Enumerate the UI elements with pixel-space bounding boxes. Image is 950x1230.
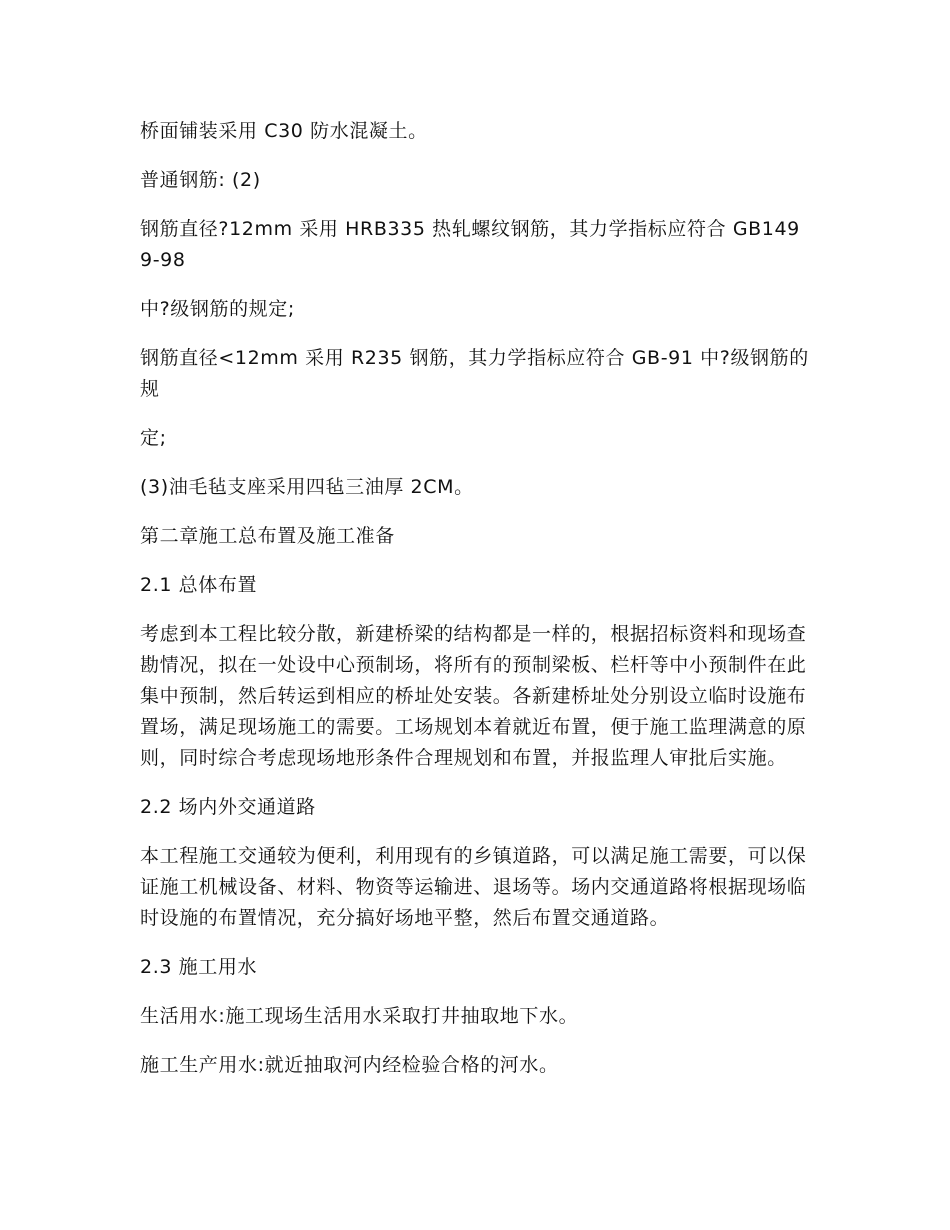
chapter-heading: 第二章施工总布置及施工准备 <box>140 525 395 547</box>
document-body <box>140 116 812 1099</box>
section-heading-2-3: 2.3 施工用水 <box>140 956 258 978</box>
paragraph-traffic-roads: 本工程施工交通较为便利，利用现有的乡镇道路，可以满足施工需要，可以保证施工机械设备、材料、物资等运输进、退场等。场内交通道路将根据现场临时设施的布置情况，充分搞好场地平整，然后布置交通道路。 <box>140 845 807 929</box>
paragraph-rebar-hrb335-cont: 中?级钢筋的规定; <box>140 298 295 320</box>
paragraph-bearing: (3)油毛毡支座采用四毡三油厚 2CM。 <box>140 476 474 498</box>
paragraph-bridge-deck: 桥面铺装采用 C30 防水混凝土。 <box>140 120 428 142</box>
paragraph-production-water: 施工生产用水:就近抽取河内经检验合格的河水。 <box>140 1054 559 1076</box>
section-heading-2-2: 2.2 场内外交通道路 <box>140 796 316 818</box>
paragraph-rebar-heading: 普通钢筋: (2) <box>140 169 261 191</box>
paragraph-rebar-hrb335: 钢筋直径?12mm 采用 HRB335 热轧螺纹钢筋，其力学指标应符合 GB1499-98 <box>140 218 800 271</box>
paragraph-domestic-water: 生活用水:施工现场生活用水采取打井抽取地下水。 <box>140 1005 579 1027</box>
paragraph-rebar-r235-cont: 定; <box>140 427 167 449</box>
section-heading-2-1: 2.1 总体布置 <box>140 574 258 596</box>
paragraph-rebar-r235: 钢筋直径<12mm 采用 R235 钢筋，其力学指标应符合 GB-91 中?级钢筋的规 <box>140 347 809 400</box>
paragraph-general-layout: 考虑到本工程比较分散，新建桥梁的结构都是一样的，根据招标资料和现场查勘情况，拟在一处设中心预制场，将所有的预制梁板、栏杆等中小预制件在此集中预制，然后转运到相应的桥址处安装。各新建桥址处分别设立临时设施布置场，满足现场施工的需要。工场规划本着就近布置，便于施工监理满意的原则，同时综合考虑现场地形条件合理规划和布置，并报监理人审批后实施。 <box>140 623 807 769</box>
